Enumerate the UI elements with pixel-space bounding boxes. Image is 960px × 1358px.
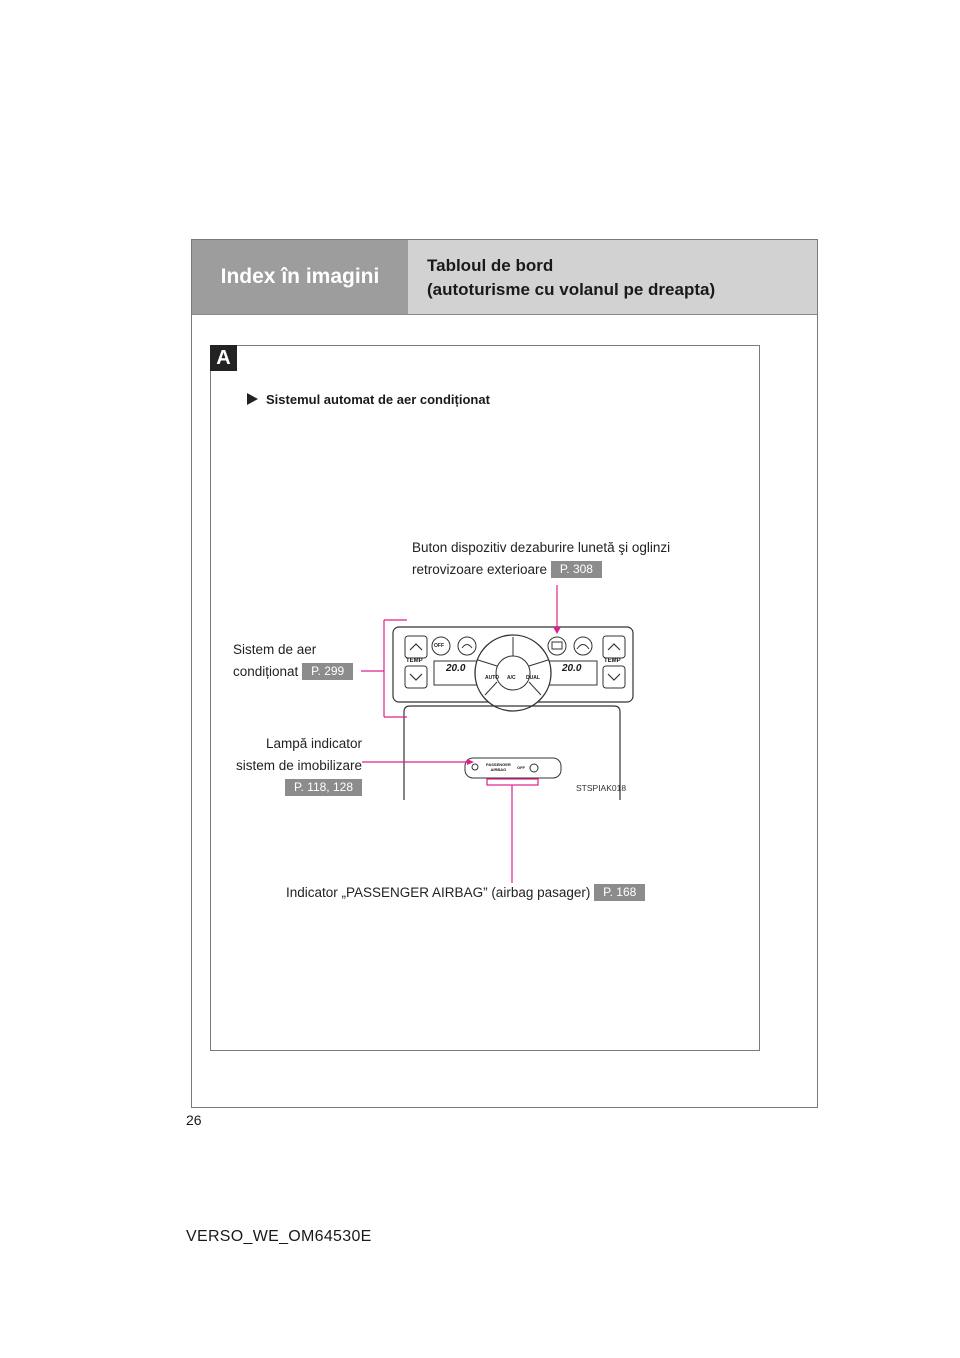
header-title-line2: (autoturisme cu volanul pe dreapta) xyxy=(427,280,716,299)
page-number: 26 xyxy=(186,1112,202,1128)
page-ref-badge[interactable]: P. 299 xyxy=(302,663,353,680)
airbag-off-label: OFF xyxy=(517,765,525,770)
callout-airbag-line1: Indicator „PASSENGER AIRBAG” (airbag pasager) xyxy=(286,885,591,900)
airbag-off-lamp xyxy=(530,764,538,772)
callout-box-airbag xyxy=(487,779,538,785)
airbag-label-line1: PASSENGER xyxy=(486,762,511,767)
temp-right-down-button xyxy=(603,666,625,688)
header-title-line1: Tabloul de bord xyxy=(427,256,554,275)
ac-button-label: A/C xyxy=(507,675,516,681)
left-display-value: 20.0 xyxy=(446,663,466,674)
callout-defogger-line1: Buton dispozitiv dezaburire lunetă şi oglinzi xyxy=(412,540,671,555)
callout-climate xyxy=(233,639,353,683)
image-code: STSPIAK018 xyxy=(576,783,627,793)
temp-right-up-button xyxy=(603,636,625,658)
immobilizer-lamp xyxy=(472,764,478,770)
rear-defogger-button xyxy=(548,637,566,655)
callout-immobilizer xyxy=(213,733,362,799)
callout-defogger-line2: retrovizoare exterioare xyxy=(412,562,548,577)
temp-right-label: TEMP xyxy=(604,658,621,664)
ac-button xyxy=(496,656,530,690)
off-button-label: OFF xyxy=(434,643,444,649)
callout-defogger xyxy=(412,537,670,581)
dual-button-label: DUAL xyxy=(526,675,540,681)
callout-climate-line2-row xyxy=(233,661,353,683)
temp-left-up-button xyxy=(405,636,427,658)
recirculation-button xyxy=(574,637,592,655)
callout-immobilizer-ref-row xyxy=(213,777,362,799)
callout-climate-line2: condiționat xyxy=(233,664,299,679)
right-display-value: 20.0 xyxy=(562,663,582,674)
page-ref-badge[interactable]: P. 168 xyxy=(594,884,645,901)
temp-left-label: TEMP xyxy=(406,658,423,664)
header-section-title: Index în imagini xyxy=(220,265,380,288)
page-ref-badge[interactable]: P. 308 xyxy=(551,561,602,578)
callout-defogger-line2-row xyxy=(412,559,670,581)
callout-immobilizer-line1: Lampă indicator xyxy=(265,736,362,751)
page-ref-badge[interactable]: P. 118, 128 xyxy=(285,779,362,796)
front-defrost-button xyxy=(458,637,476,655)
model-code: VERSO_WE_OM64530E xyxy=(186,1228,372,1245)
airbag-label xyxy=(486,762,511,772)
callout-climate-line1: Sistem de aer xyxy=(233,642,317,657)
airbag-label-line2: AIRBAG xyxy=(490,767,507,772)
callout-airbag xyxy=(286,882,645,904)
subsection-label: Sistemul automat de aer condiționat xyxy=(266,392,490,407)
auto-button-label: AUTO xyxy=(485,675,500,681)
section-badge: A xyxy=(210,345,237,371)
callout-immobilizer-line2: sistem de imobilizare xyxy=(235,758,362,773)
airbag-indicator-strip xyxy=(465,758,561,778)
temp-left-down-button xyxy=(405,666,427,688)
